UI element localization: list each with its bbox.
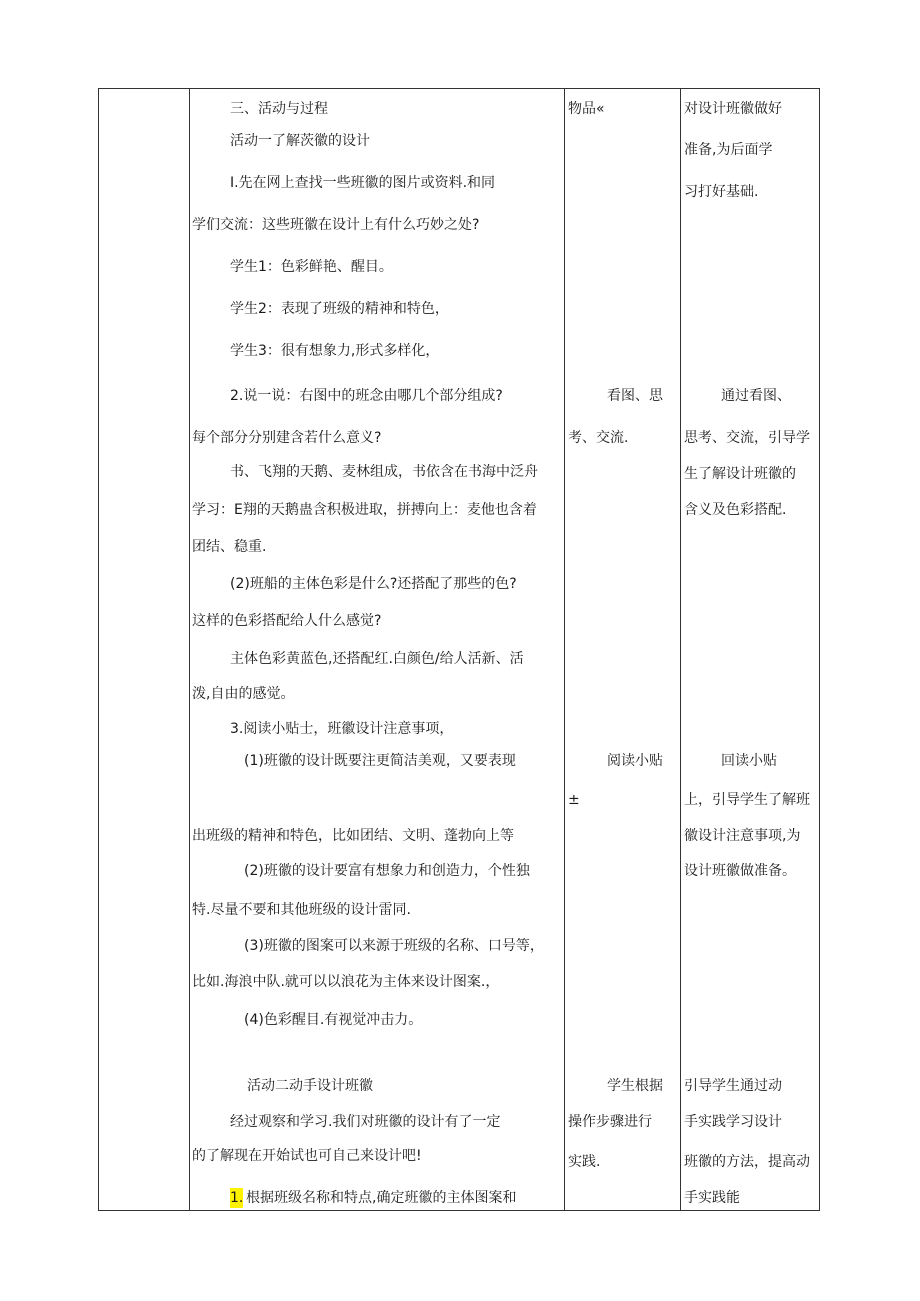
content-line: 每个部分分别建含若什么意义? <box>192 430 382 446</box>
column-divider-2 <box>564 88 565 1211</box>
column-divider-1 <box>189 88 190 1211</box>
content-line: (4)色彩醒目.有视觉冲击力。 <box>244 1012 423 1028</box>
content-line: 这样的色彩搭配给人什么感觉? <box>192 613 382 629</box>
student-line: 阅读小贴 <box>607 753 663 769</box>
content-line: (1)班徽的设计既要注更简洁美观，又要表现 <box>244 753 516 769</box>
content-line: 学习：E翔的天鹅蛊含积极进取，拼搏向上：麦他也含着 <box>192 502 537 518</box>
content-line: 泼,自由的感觉。 <box>192 686 295 702</box>
content-line: 活动二动手设计班徽 <box>247 1078 373 1094</box>
student-line: 看图、思 <box>607 388 663 404</box>
content-line: 根据班级名称和特点,确定班徽的主体图案和 <box>246 1190 517 1206</box>
content-line: 的了解现在开始试也可自己来设计吧! <box>192 1148 422 1164</box>
purpose-line: 对设计班徽做好 <box>684 101 782 117</box>
purpose-line: 手实践能 <box>684 1190 740 1206</box>
content-line: (3)班徽的图案可以来源于班级的名称、口号等， <box>244 938 544 954</box>
content-line: 学生3：很有想象力,形式多样化， <box>230 343 440 359</box>
content-line: (2)班船的主体色彩是什么?还搭配了那些的色? <box>230 576 517 592</box>
content-line: 出班级的精神和特色，比如团结、文明、蓬勃向上等 <box>192 828 514 844</box>
purpose-line: 班徽的方法，提高动 <box>684 1154 810 1170</box>
content-line: 经过观察和学习.我们对班徽的设计有了一定 <box>230 1114 501 1130</box>
content-line: 主体色彩黄蓝色,还搭配红.白颜色/给人活新、活 <box>230 651 524 667</box>
content-line: 活动一了解茨徽的设计 <box>230 133 370 149</box>
purpose-line: 回读小贴 <box>721 753 777 769</box>
content-line: 团结、稳重. <box>192 539 267 555</box>
student-line: 操作步骤进行 <box>568 1114 652 1130</box>
purpose-line: 准备,为后面学 <box>684 142 773 158</box>
content-line: I.先在网上查找一些班徽的图片或资料.和同 <box>230 175 496 191</box>
purpose-line: 手实践学习设计 <box>684 1114 782 1130</box>
content-line: 特.尽量不要和其他班级的设计雷同. <box>192 902 411 918</box>
content-line: 3.阅读小贴士，班徽设计注意事项， <box>230 721 454 737</box>
student-line: 实践. <box>568 1154 601 1170</box>
column-divider-3 <box>680 88 681 1211</box>
purpose-line: 习打好基础. <box>684 184 759 200</box>
purpose-line: 上，引导学生了解班 <box>684 792 810 808</box>
content-line: (2)班徽的设计要富有想象力和创造力，个性独 <box>244 863 530 879</box>
purpose-line: 引导学生通过动 <box>684 1078 782 1094</box>
student-line: ± <box>568 792 580 808</box>
purpose-line: 生了解设计班徽的 <box>684 466 796 482</box>
content-line: 书、飞翔的天鹅、麦林组成，书依含在书海中泛舟 <box>230 464 538 480</box>
highlighted-list-number: 1. <box>230 1190 244 1206</box>
purpose-line: 含义及色彩搭配. <box>684 502 787 518</box>
purpose-line: 徽设计注意事项,为 <box>684 828 801 844</box>
content-line: 比如.海浪中队.就可以以浪花为主体来设计图案.， <box>192 974 500 990</box>
purpose-line: 通过看图、 <box>721 388 791 404</box>
student-line: 物品« <box>568 101 605 117</box>
content-line: 三、活动与过程 <box>230 101 328 117</box>
content-line: 学生1：色彩鲜艳、醒目。 <box>230 259 393 275</box>
purpose-line: 思考、交流，引导学 <box>684 430 810 446</box>
student-line: 学生根据 <box>607 1078 663 1094</box>
student-line: 考、交流. <box>568 430 629 446</box>
content-line: 2.说一说：右图中的班念由哪几个部分组成? <box>230 388 503 404</box>
purpose-line: 设计班徽做准备。 <box>684 863 796 879</box>
content-line: 学们交流：这些班徽在设计上有什么巧妙之处? <box>192 217 480 233</box>
content-line: 学生2：表现了班级的精神和特色， <box>230 301 449 317</box>
